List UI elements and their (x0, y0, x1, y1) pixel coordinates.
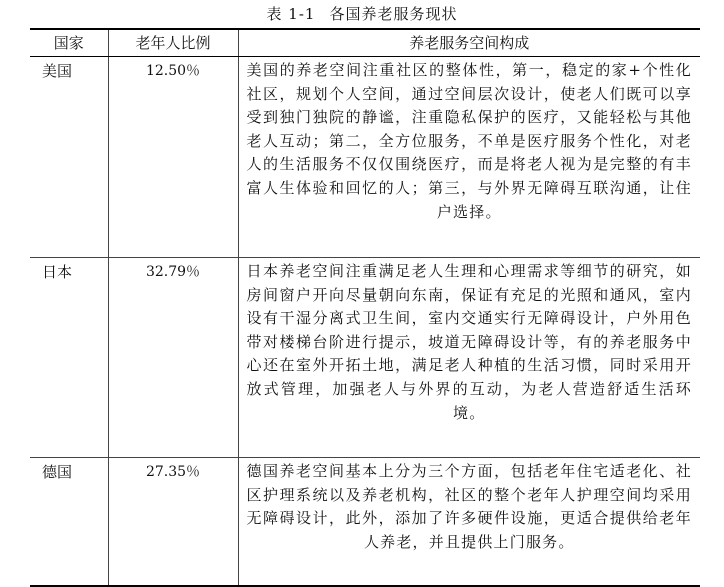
ratio-cell: 32.79％ (108, 258, 238, 458)
table-row (30, 57, 700, 258)
header-ratio: 老年人比例 (108, 29, 238, 57)
elderly-care-table (30, 28, 700, 587)
country-cell: 日本 (30, 258, 108, 458)
table-title: 各国养老服务现状 (329, 5, 458, 23)
table-caption (0, 4, 724, 24)
description-cell: 美国的养老空间注重社区的整体性，第一，稳定的家+个性化社区，规划个人空间，通过空间层次设计，使老人们既可以享受到独门独院的静谧，注重隐私保护的医疗，又能轻松与其他老人互动；第二，全方位服务，不单是医疗服务个性化，对老人的生活服务不仅仅围绕医疗，而是将老人视为是完整的有丰富人生体验和回忆的人；第三，与外界无障碍互联沟通，让住户选择。 (238, 57, 700, 258)
description-cell: 日本养老空间注重满足老人生理和心理需求等细节的研究，如房间窗户开向尽量朝向东南，保证有充足的光照和通风，室内设有干湿分离式卫生间，室内交通实行无障碍设计，户外用色带对楼梯台阶进行提示，坡道无障碍设计等，有的养老服务中心还在室外开拓土地，满足老人种植的生活习惯，同时采用开放式管理，加强老人与外界的互动，为老人营造舒适生活环境。 (238, 258, 700, 458)
country-cell: 德国 (30, 458, 108, 586)
table-header-row (30, 29, 700, 57)
header-description: 养老服务空间构成 (238, 29, 700, 57)
table-row (30, 258, 700, 458)
table-number: 表 1-1 (266, 5, 316, 23)
country-cell: 美国 (30, 57, 108, 258)
table-row (30, 458, 700, 586)
header-country: 国家 (30, 29, 108, 57)
ratio-cell: 12.50％ (108, 57, 238, 258)
ratio-cell: 27.35％ (108, 458, 238, 586)
description-cell: 德国养老空间基本上分为三个方面，包括老年住宅适老化、社区护理系统以及养老机构，社区的整个老年人护理空间均采用无障碍设计，此外，添加了许多硬件设施，更适合提供给老年人养老，并且提供上门服务。 (238, 458, 700, 586)
